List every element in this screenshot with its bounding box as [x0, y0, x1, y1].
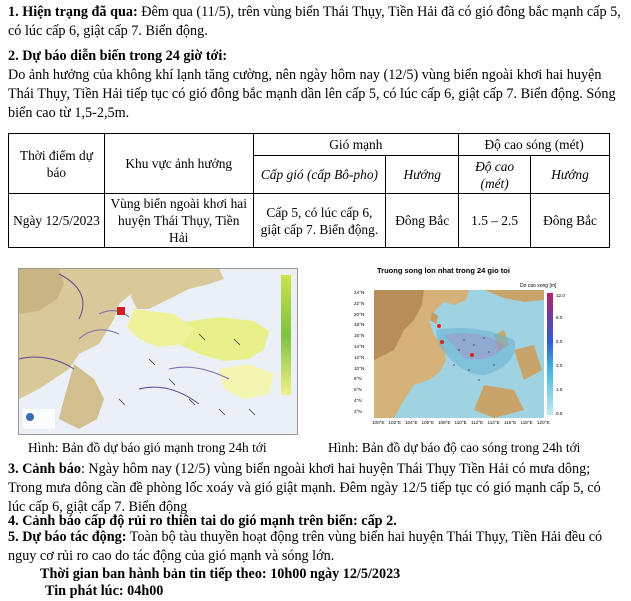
caption-wind-map: Hình: Bản đồ dự báo gió mạnh trong 24h tới	[28, 440, 267, 455]
header-area: Khu vực ảnh hưởng	[104, 134, 253, 194]
wave-forecast-map	[352, 265, 577, 435]
header-wind: Gió mạnh	[253, 134, 459, 156]
colorbar-tick: 12.0	[556, 293, 565, 298]
section-5-title: 5. Dự báo tác động:	[8, 529, 127, 545]
wave-colorbar	[547, 293, 553, 415]
lon-label: 118°E	[520, 420, 533, 425]
lat-label: 10°N	[354, 365, 365, 371]
section-warning	[8, 460, 621, 517]
header-wind-direction: Hướng	[386, 156, 459, 194]
lon-label: 102°E	[388, 420, 402, 425]
caption-wave-map: Hình: Bản đồ dự báo độ cao sóng trong 24h tới	[328, 440, 581, 455]
colorbar-tick: 3.0	[556, 363, 563, 368]
cell-wave-direction: Đông Bắc	[531, 194, 610, 248]
lon-label: 112°E	[471, 420, 484, 425]
next-bulletin-time: Thời gian ban hành bản tin tiếp theo: 10h00 ngày 12/5/2023	[40, 566, 401, 582]
lon-label: 108°E	[438, 420, 451, 425]
lat-label: 18°N	[354, 322, 365, 328]
header-wind-level: Cấp gió (cấp Bô-pho)	[253, 156, 386, 194]
section-3-title: 3. Cảnh báo	[8, 461, 81, 477]
section-3-text: : Ngày hôm nay (12/5) vùng biển ngoài khơi hai huyện Thái Thụy Tiền Hải có mưa dông; Trong mưa dông cần đề phòng lốc xoáy và gió giật mạnh. Đêm ngày 12/5 tiếp tục có gió mạnh cấp 5, có lúc cấp 6, giật cấp 7. Biển động	[8, 461, 601, 515]
cell-wind-level: Cấp 5, có lúc cấp 6, giật cấp 7. Biển động.	[253, 194, 386, 248]
lat-label: 4°N	[354, 398, 362, 403]
lon-label: 100°E	[372, 420, 385, 425]
lat-label: 8°N	[354, 376, 362, 382]
section-forecast	[8, 47, 621, 123]
colorbar-tick: 8.0	[556, 315, 563, 320]
header-wave-direction: Hướng	[531, 156, 610, 194]
issued-time: Tin phát lúc: 04h00	[45, 583, 164, 599]
cell-area: Vùng biển ngoài khơi hai huyện Thái Thụy, Tiền Hải	[104, 194, 253, 248]
lat-label: 22°N	[354, 300, 365, 306]
wave-map-graphic	[374, 290, 544, 418]
section-impact	[8, 528, 621, 566]
section-1-title: 1. Hiện trạng đã qua:	[8, 4, 138, 20]
header-time: Thời điểm dự báo	[9, 134, 105, 194]
wind-map-graphic	[19, 269, 297, 434]
lon-label: 110°E	[454, 420, 467, 425]
lat-label: 24°N	[354, 290, 365, 295]
section-2-text: Do ảnh hưởng của không khí lạnh tăng cường, nên ngày hôm nay (12/5) vùng biển ngoài khơi hai huyện Thái Thụy, Tiền Hải tiếp tục có gió đông bắc mạnh dần lên cấp 5, có lúc cấp 6, giật cấp 7. Biển động. Sóng biển cao từ 1,5-2,5m.	[8, 67, 616, 121]
forecast-table	[8, 133, 610, 248]
wind-forecast-map	[18, 268, 298, 435]
section-current-status	[8, 3, 621, 41]
cell-wave-height: 1.5 – 2.5	[459, 194, 531, 248]
header-wave: Độ cao sóng (mét)	[459, 134, 610, 156]
wave-colorbar-title: Do cao song [m]	[520, 283, 557, 289]
lon-label: 114°E	[487, 420, 500, 425]
footer-issued	[45, 582, 621, 601]
header-wave-height: Độ cao (mét)	[459, 156, 531, 194]
lon-label: 104°E	[405, 420, 418, 425]
section-2-title: 2. Dự báo diễn biến trong 24 giờ tới:	[8, 48, 228, 64]
colorbar-tick: 1.5	[556, 387, 563, 392]
lat-label: 6°N	[354, 387, 362, 393]
section-5-text: Toàn bộ tàu thuyền hoạt động trên vùng biển hai huyện Thái Thụy, Tiền Hải đều có nguy cơ rủi ro cao do tác động của gió mạnh và sóng lớn.	[8, 529, 603, 564]
colorbar-tick: 0.5	[556, 411, 563, 416]
lon-label: 116°E	[504, 420, 517, 425]
cell-time: Ngày 12/5/2023	[9, 194, 105, 248]
section-4-text: 4. Cảnh báo cấp độ rủi ro thiên tai do gió mạnh trên biển: cấp 2.	[8, 513, 397, 529]
colorbar-tick: 5.0	[556, 339, 563, 344]
cell-wind-direction: Đông Bắc	[386, 194, 459, 248]
lat-label: 16°N	[354, 333, 365, 339]
lat-label: 12°N	[354, 354, 365, 360]
lat-label: 20°N	[354, 311, 365, 317]
wave-map-title: Truong song lon nhat trong 24 gio toi	[377, 266, 510, 275]
lon-label: 120°E	[537, 420, 550, 425]
lat-label: 14°N	[354, 344, 365, 349]
lon-label: 106°E	[421, 420, 435, 425]
lat-label: 2°N	[354, 408, 362, 414]
section-1-text: Đêm qua (11/5), trên vùng biển Thái Thụy, Tiền Hải đã có gió đông bắc mạnh cấp 5, có lúc cấp 6, giật cấp 7. Biển động.	[8, 4, 621, 39]
